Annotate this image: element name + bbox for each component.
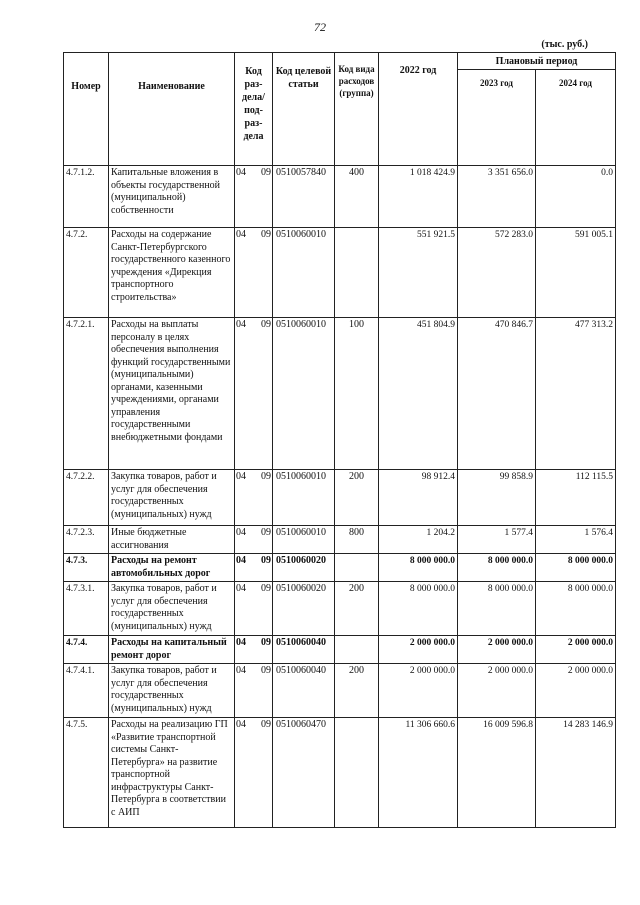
table-row bbox=[64, 228, 616, 318]
row-expense-type bbox=[335, 228, 379, 318]
row-razdel: 04 bbox=[236, 471, 246, 482]
row-razdel: 04 bbox=[236, 555, 246, 566]
row-expense-type bbox=[335, 718, 379, 828]
row-number: 4.7.2.1. bbox=[64, 318, 109, 470]
row-number: 4.7.4. bbox=[64, 636, 109, 664]
row-razdel-cell bbox=[235, 554, 273, 582]
row-razdel: 04 bbox=[236, 719, 246, 730]
row-amount-2022: 1 018 424.9 bbox=[379, 166, 458, 228]
row-podrazdel: 09 bbox=[261, 527, 271, 538]
row-number: 4.7.2. bbox=[64, 228, 109, 318]
row-razdel: 04 bbox=[236, 527, 246, 538]
header-target-code: Код целевой статьи bbox=[273, 53, 335, 166]
row-podrazdel: 09 bbox=[261, 319, 271, 330]
row-podrazdel: 09 bbox=[261, 471, 271, 482]
row-target-code: 0510060020 bbox=[273, 582, 335, 636]
row-amount-2023: 1 577.4 bbox=[458, 526, 536, 554]
row-razdel-cell bbox=[235, 318, 273, 470]
row-expense-type bbox=[335, 554, 379, 582]
header-year-2022: 2022 год bbox=[379, 53, 458, 166]
row-amount-2023: 2 000 000.0 bbox=[458, 636, 536, 664]
header-year-2024: 2024 год bbox=[536, 70, 616, 166]
row-razdel: 04 bbox=[236, 637, 246, 648]
row-amount-2024: 1 576.4 bbox=[536, 526, 616, 554]
table-row bbox=[64, 718, 616, 828]
page-number: 72 bbox=[314, 20, 326, 34]
row-expense-type: 100 bbox=[335, 318, 379, 470]
row-expense-type: 800 bbox=[335, 526, 379, 554]
row-target-code: 0510060010 bbox=[273, 228, 335, 318]
row-amount-2023: 470 846.7 bbox=[458, 318, 536, 470]
row-amount-2024: 591 005.1 bbox=[536, 228, 616, 318]
table-row bbox=[64, 470, 616, 526]
row-amount-2022: 2 000 000.0 bbox=[379, 664, 458, 718]
row-target-code: 0510060010 bbox=[273, 470, 335, 526]
row-name: Закупка товаров, работ и услуг для обеспечения государственных (муниципальных) нужд bbox=[109, 582, 235, 636]
row-number: 4.7.2.2. bbox=[64, 470, 109, 526]
row-amount-2023: 8 000 000.0 bbox=[458, 582, 536, 636]
row-expense-type bbox=[335, 636, 379, 664]
row-podrazdel: 09 bbox=[261, 583, 271, 594]
row-amount-2024: 2 000 000.0 bbox=[536, 664, 616, 718]
row-expense-type: 200 bbox=[335, 664, 379, 718]
header-razdel: Код раз-дела/ под-раз-дела bbox=[235, 53, 273, 166]
row-amount-2022: 8 000 000.0 bbox=[379, 582, 458, 636]
row-number: 4.7.3. bbox=[64, 554, 109, 582]
header-expense-type: Код вида расходов (группа) bbox=[335, 53, 379, 166]
row-name: Расходы на содержание Санкт-Петербургского государственного казенного учреждения «Дирекция транспортного строительства» bbox=[109, 228, 235, 318]
row-name: Расходы на капитальный ремонт дорог bbox=[109, 636, 235, 664]
row-podrazdel: 09 bbox=[261, 665, 271, 676]
row-amount-2022: 11 306 660.6 bbox=[379, 718, 458, 828]
row-number: 4.7.3.1. bbox=[64, 582, 109, 636]
row-name: Иные бюджетные ассигнования bbox=[109, 526, 235, 554]
row-razdel-cell bbox=[235, 166, 273, 228]
row-podrazdel: 09 bbox=[261, 637, 271, 648]
row-name: Капитальные вложения в объекты государственной (муниципальной) собственности bbox=[109, 166, 235, 228]
row-razdel: 04 bbox=[236, 665, 246, 676]
row-amount-2024: 477 313.2 bbox=[536, 318, 616, 470]
row-razdel-cell bbox=[235, 636, 273, 664]
row-razdel-cell bbox=[235, 664, 273, 718]
table-row bbox=[64, 554, 616, 582]
table-row bbox=[64, 636, 616, 664]
header-number: Номер bbox=[64, 53, 109, 166]
row-expense-type: 400 bbox=[335, 166, 379, 228]
budget-table bbox=[63, 52, 616, 828]
row-amount-2022: 8 000 000.0 bbox=[379, 554, 458, 582]
row-expense-type: 200 bbox=[335, 582, 379, 636]
row-target-code: 0510060010 bbox=[273, 526, 335, 554]
row-target-code: 0510060040 bbox=[273, 664, 335, 718]
row-podrazdel: 09 bbox=[261, 555, 271, 566]
row-razdel-cell bbox=[235, 582, 273, 636]
table-row bbox=[64, 582, 616, 636]
row-name: Закупка товаров, работ и услуг для обеспечения государственных (муниципальных) нужд bbox=[109, 664, 235, 718]
row-podrazdel: 09 bbox=[261, 167, 271, 178]
row-podrazdel: 09 bbox=[261, 719, 271, 730]
header-name: Наименование bbox=[109, 53, 235, 166]
row-number: 4.7.4.1. bbox=[64, 664, 109, 718]
table-row bbox=[64, 526, 616, 554]
row-target-code: 0510060010 bbox=[273, 318, 335, 470]
row-expense-type: 200 bbox=[335, 470, 379, 526]
row-target-code: 0510060020 bbox=[273, 554, 335, 582]
row-amount-2022: 2 000 000.0 bbox=[379, 636, 458, 664]
row-amount-2024: 8 000 000.0 bbox=[536, 582, 616, 636]
row-name: Расходы на ремонт автомобильных дорог bbox=[109, 554, 235, 582]
row-amount-2024: 8 000 000.0 bbox=[536, 554, 616, 582]
row-number: 4.7.2.3. bbox=[64, 526, 109, 554]
row-podrazdel: 09 bbox=[261, 229, 271, 240]
row-amount-2024: 2 000 000.0 bbox=[536, 636, 616, 664]
row-razdel: 04 bbox=[236, 319, 246, 330]
row-number: 4.7.1.2. bbox=[64, 166, 109, 228]
row-amount-2023: 3 351 656.0 bbox=[458, 166, 536, 228]
row-name: Закупка товаров, работ и услуг для обеспечения государственных (муниципальных) нужд bbox=[109, 470, 235, 526]
row-amount-2023: 99 858.9 bbox=[458, 470, 536, 526]
row-razdel-cell bbox=[235, 718, 273, 828]
table-row bbox=[64, 318, 616, 470]
row-amount-2022: 551 921.5 bbox=[379, 228, 458, 318]
units-label: (тыс. руб.) bbox=[541, 39, 588, 50]
header-planned-period: Плановый период bbox=[458, 53, 616, 70]
row-razdel-cell bbox=[235, 470, 273, 526]
table-row bbox=[64, 664, 616, 718]
row-razdel-cell bbox=[235, 228, 273, 318]
header-year-2023: 2023 год bbox=[458, 70, 536, 166]
row-razdel: 04 bbox=[236, 583, 246, 594]
row-amount-2024: 14 283 146.9 bbox=[536, 718, 616, 828]
row-target-code: 0510057840 bbox=[273, 166, 335, 228]
row-target-code: 0510060470 bbox=[273, 718, 335, 828]
row-amount-2022: 98 912.4 bbox=[379, 470, 458, 526]
row-amount-2023: 2 000 000.0 bbox=[458, 664, 536, 718]
row-name: Расходы на выплаты персоналу в целях обеспечения выполнения функций государственными (муниципальными) органами, казенными учреждениями, органами управления государственными внебюджетными фондами bbox=[109, 318, 235, 470]
row-name: Расходы на реализацию ГП «Развитие транспортной системы Санкт-Петербурга» на развитие транспортной инфраструктуры Санкт-Петербурга в соответствии с АИП bbox=[109, 718, 235, 828]
row-amount-2022: 451 804.9 bbox=[379, 318, 458, 470]
row-amount-2023: 8 000 000.0 bbox=[458, 554, 536, 582]
row-target-code: 0510060040 bbox=[273, 636, 335, 664]
row-amount-2023: 16 009 596.8 bbox=[458, 718, 536, 828]
row-amount-2022: 1 204.2 bbox=[379, 526, 458, 554]
row-amount-2024: 112 115.5 bbox=[536, 470, 616, 526]
row-razdel-cell bbox=[235, 526, 273, 554]
row-razdel: 04 bbox=[236, 167, 246, 178]
table-row bbox=[64, 166, 616, 228]
row-amount-2023: 572 283.0 bbox=[458, 228, 536, 318]
row-amount-2024: 0.0 bbox=[536, 166, 616, 228]
row-number: 4.7.5. bbox=[64, 718, 109, 828]
row-razdel: 04 bbox=[236, 229, 246, 240]
